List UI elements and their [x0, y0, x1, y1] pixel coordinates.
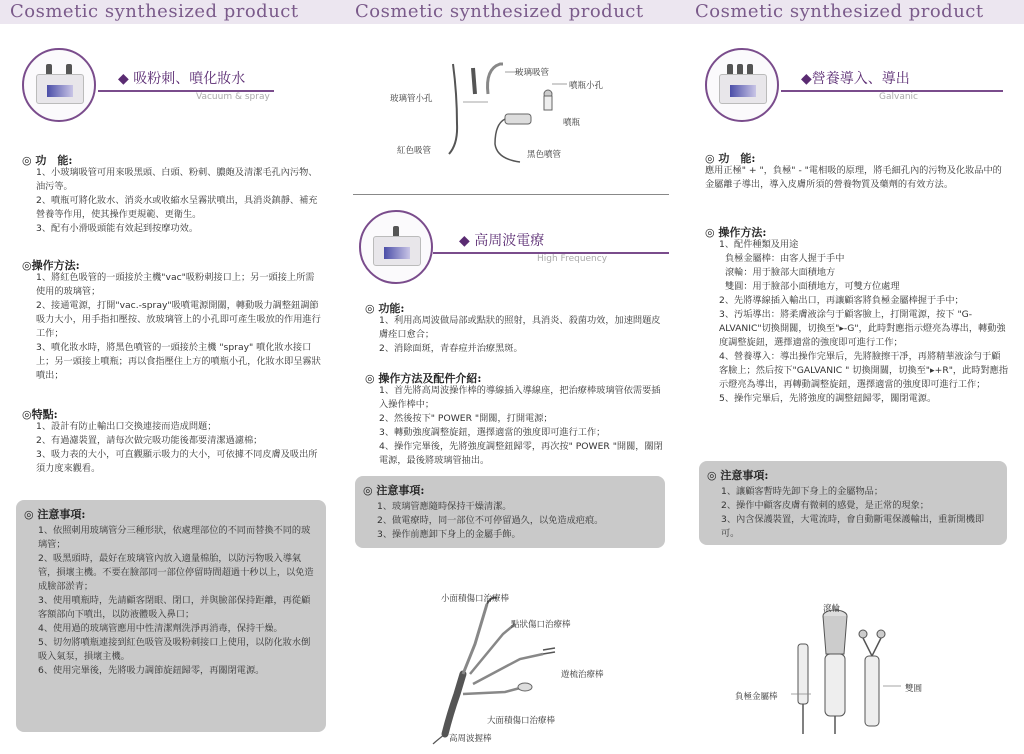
label-comb-probe: 遊梳治療棒 [561, 670, 604, 680]
list-item: 6、使用完畢後，先將吸力調節旋鈕歸零，再關閉電源。 [38, 665, 265, 676]
section-heading: ◆ 高周波電療 [459, 233, 545, 249]
notes-title: ◎ 注意事項: [363, 484, 425, 497]
list-item: 3、轉動強度調整旋鈕，選擇適當的強度即可進行工作； [379, 427, 606, 438]
list-item: 4、營養導入：導出操作完畢后，先將臉擦干凈，再將精華液涂勻于顧客臉上；然后按下"GALVANIC " 切換開關，切換至"▸+R"，此時對應指示燈亮為導出，再轉動調整旋鈕，選擇適當的強度即可進行工作； [719, 351, 1009, 390]
list-item: 1、將紅色吸管的一頭接於主機"vac"吸粉刺接口上；另一頭接上所需使用的玻璃管； [36, 272, 315, 297]
divider [353, 194, 669, 195]
list-item: 5、切勿將噴瓶連接到紅色吸管及吸粉刺接口上使用，以防化妝水倒吸入氣泵，損壞主機。 [38, 637, 311, 662]
label-handle: 高周波握棒 [449, 734, 492, 744]
column-vacuum-spray [0, 24, 340, 754]
function-text: 應用正極" + "，負極" - "電相吸的原理，將毛細孔內的污物及化妝品中的金屬離子導出，導入皮膚所須的營養物質及藥劑的有效方法。 [705, 165, 1002, 190]
label-bottle: 噴瓶 [563, 118, 581, 128]
list-item: 1、設計有防止輸出口交換連接而造成問題； [36, 421, 217, 432]
method-list [365, 384, 665, 468]
device-thumbnail [359, 210, 433, 284]
list-item: 2、消除面斑，青春痘并治療黑斑。 [379, 343, 523, 354]
list-item: 2、有過濾裝置，請每次做完吸功能後都要清潔過濾棉； [36, 435, 263, 446]
method-title: ◎操作方法: [22, 259, 80, 272]
label-small-probe: 小面積傷口治療棒 [441, 594, 510, 604]
machine-icon [36, 74, 84, 104]
list-item: 3、噴化妝水時，將黑色噴管的一頭接於主機 "spray" 噴化妝水接口上；另一頭接上噴瓶；再以食指壓住上方的噴瓶小孔，化妝水即呈霧狀噴出； [36, 342, 321, 381]
machine-icon [373, 236, 421, 266]
list-item: 3、使用噴瓶時，先請顧客閉眼、閉口，并與臉部保持距離，再從顧客額部向下噴出，以防液體吸入鼻口； [38, 595, 311, 620]
list-item: 2、然後按下" POWER "開關，打開電源； [379, 413, 553, 424]
label-glass-tube: 玻璃吸管 [515, 68, 550, 78]
column-high-frequency [345, 24, 678, 754]
list-item: 3、汚垢導出：將柔膚液涂勻于顧客臉上，打開電源，按下 "G-ALVANIC"切換開關，切換至"▸-G"，此時對應指示燈亮為導出，轉動強度調整旋鈕，選擇適當的強度即可進行工作； [719, 309, 1006, 348]
list-item: 1、首先將高周波操作棒的導線插入導線座，把治療棒玻璃管依需要插入操作棒中； [379, 385, 661, 410]
function-list [365, 314, 665, 356]
notes-list [355, 500, 665, 542]
list-item: 3、吸力表的大小，可直觀顯示吸力的大小，可依據不同皮膚及吸出所須力度來觀看。 [36, 449, 318, 474]
label-black-tube: 黑色噴管 [527, 150, 562, 160]
banner-title-1: Cosmetic synthesized product [10, 1, 299, 22]
list-item: 3、內含保護裝置，大電流時，會自動斷電保護輸出，重新開機即可。 [721, 514, 985, 539]
notes-box [16, 500, 326, 732]
section-subtitle: High Frequency [537, 254, 608, 264]
list-item: 1、依照刺用玻璃管分三種形狀，依處理部位的不同而替換不同的玻璃管； [38, 525, 311, 550]
function-title: ◎ 功 能: [22, 154, 73, 167]
function-title: ◎ 功 能: [705, 152, 756, 165]
header-banner [0, 0, 1024, 24]
device-thumbnail [705, 48, 779, 122]
notes-list [16, 524, 326, 678]
list-item: 1、玻璃管應隨時保持干燥清潔。 [377, 501, 512, 512]
machine-icon [719, 74, 767, 104]
list-item: 4、操作完畢後，先將強度調整鈕歸零，再次按" POWER "開關，關閉電源，最後將玻璃管抽出。 [379, 441, 663, 466]
notes-box [699, 461, 1007, 545]
list-item: 2、噴瓶可將化妝水、消炎水或收縮水呈霧狀噴出，具消炎鎮靜、補充營養等作用，使其操作更規範、更衛生。 [36, 195, 318, 220]
label-spot-probe: 點狀傷口治療棒 [511, 620, 571, 630]
notes-title: ◎ 注意事項: [24, 508, 86, 521]
method-list [22, 271, 322, 383]
method-list [705, 238, 1009, 406]
label-tube-hole: 玻璃管小孔 [390, 94, 433, 104]
section-subtitle: Galvanic [879, 92, 918, 102]
list-item: 滾輪：用于臉部大面積地方 [725, 267, 836, 278]
label-double-ball: 雙圓 [905, 684, 923, 694]
method-title: ◎ 操作方法及配件介紹: [365, 372, 482, 385]
label-bottle-hole: 噴瓶小孔 [569, 81, 604, 91]
function-title: ◎ 功能: [365, 302, 405, 315]
label-roller: 滾輪 [823, 604, 841, 614]
list-item: 1、配件種類及用途 [719, 239, 799, 250]
method-title: ◎ 操作方法: [705, 226, 767, 239]
list-item: 負極金屬棒：由客人握于手中 [725, 253, 845, 264]
label-red-tube: 紅色吸管 [397, 146, 432, 156]
label-large-probe: 大面積傷口治療棒 [487, 716, 556, 726]
list-item: 5、操作完畢后，先將強度的調整鈕歸零，關閉電源。 [719, 393, 937, 404]
list-item: 1、讓顧客暫時先卸下身上的金屬物品； [721, 486, 884, 497]
list-item: 3、配有小滑吸頭能有效起到按摩功效。 [36, 223, 199, 234]
notes-title: ◎ 注意事項: [707, 469, 769, 482]
list-item: 1、利用高周波做局部或點狀的照射，具消炎、殺菌功效，加速問題皮膚痊口愈合； [379, 315, 661, 340]
banner-title-2: Cosmetic synthesized product [355, 1, 644, 22]
features-list [22, 420, 322, 476]
list-item: 1、小玻璃吸管可用來吸黑頭、白頭、粉刺、膿皰及清潔毛孔內污物、油污等。 [36, 167, 318, 192]
list-item: 2、接通電源，打開"vac.-spray"吸噴電源開關，轉動吸力調整鈕調節吸力大小，用手指扣壓按、放玻璃管上的小孔即可產生吸放的作用進行工作； [36, 300, 321, 339]
notes-list [699, 485, 1007, 541]
list-item: 2、吸黑頭時，最好在玻璃管內放入適量棉胎，以防污物吸入導氣管，損壞主機。不要在臉部同一部位停留時間超過十秒以上，以免造成臉部淤青； [38, 553, 314, 592]
section-heading: ◆營養導入、導出 [801, 71, 910, 87]
section-heading: ◆ 吸粉刺、噴化妝水 [118, 71, 246, 87]
banner-title-3: Cosmetic synthesized product [695, 1, 984, 22]
function-list [22, 166, 322, 236]
list-item: 2、操作中顧客皮膚有微刺的感覺，是正常的現象； [721, 500, 929, 511]
label-negative-bar: 負極金屬棒 [735, 692, 778, 702]
notes-box [355, 476, 665, 548]
device-thumbnail [22, 48, 96, 122]
list-item: 2、先將導線插入輸出口，再讓顧客將負極金屬棒握于手中； [719, 295, 964, 306]
features-title: ◎特點: [22, 408, 58, 421]
galvanic-diagram [683, 594, 1024, 744]
list-item: 2、做電療時，同一部位不可停留過久，以免造成疤痕。 [377, 515, 604, 526]
section-subtitle: Vacuum & spray [196, 92, 270, 102]
column-galvanic [683, 24, 1024, 754]
list-item: 3、操作前應卸下身上的金屬手飾。 [377, 529, 521, 540]
list-item: 4、使用過的玻璃管應用中性清潔劑洗淨再消毒，保持干燥。 [38, 623, 283, 634]
list-item: 雙圓：用于臉部小面積地方，可雙方位處理 [725, 281, 900, 292]
